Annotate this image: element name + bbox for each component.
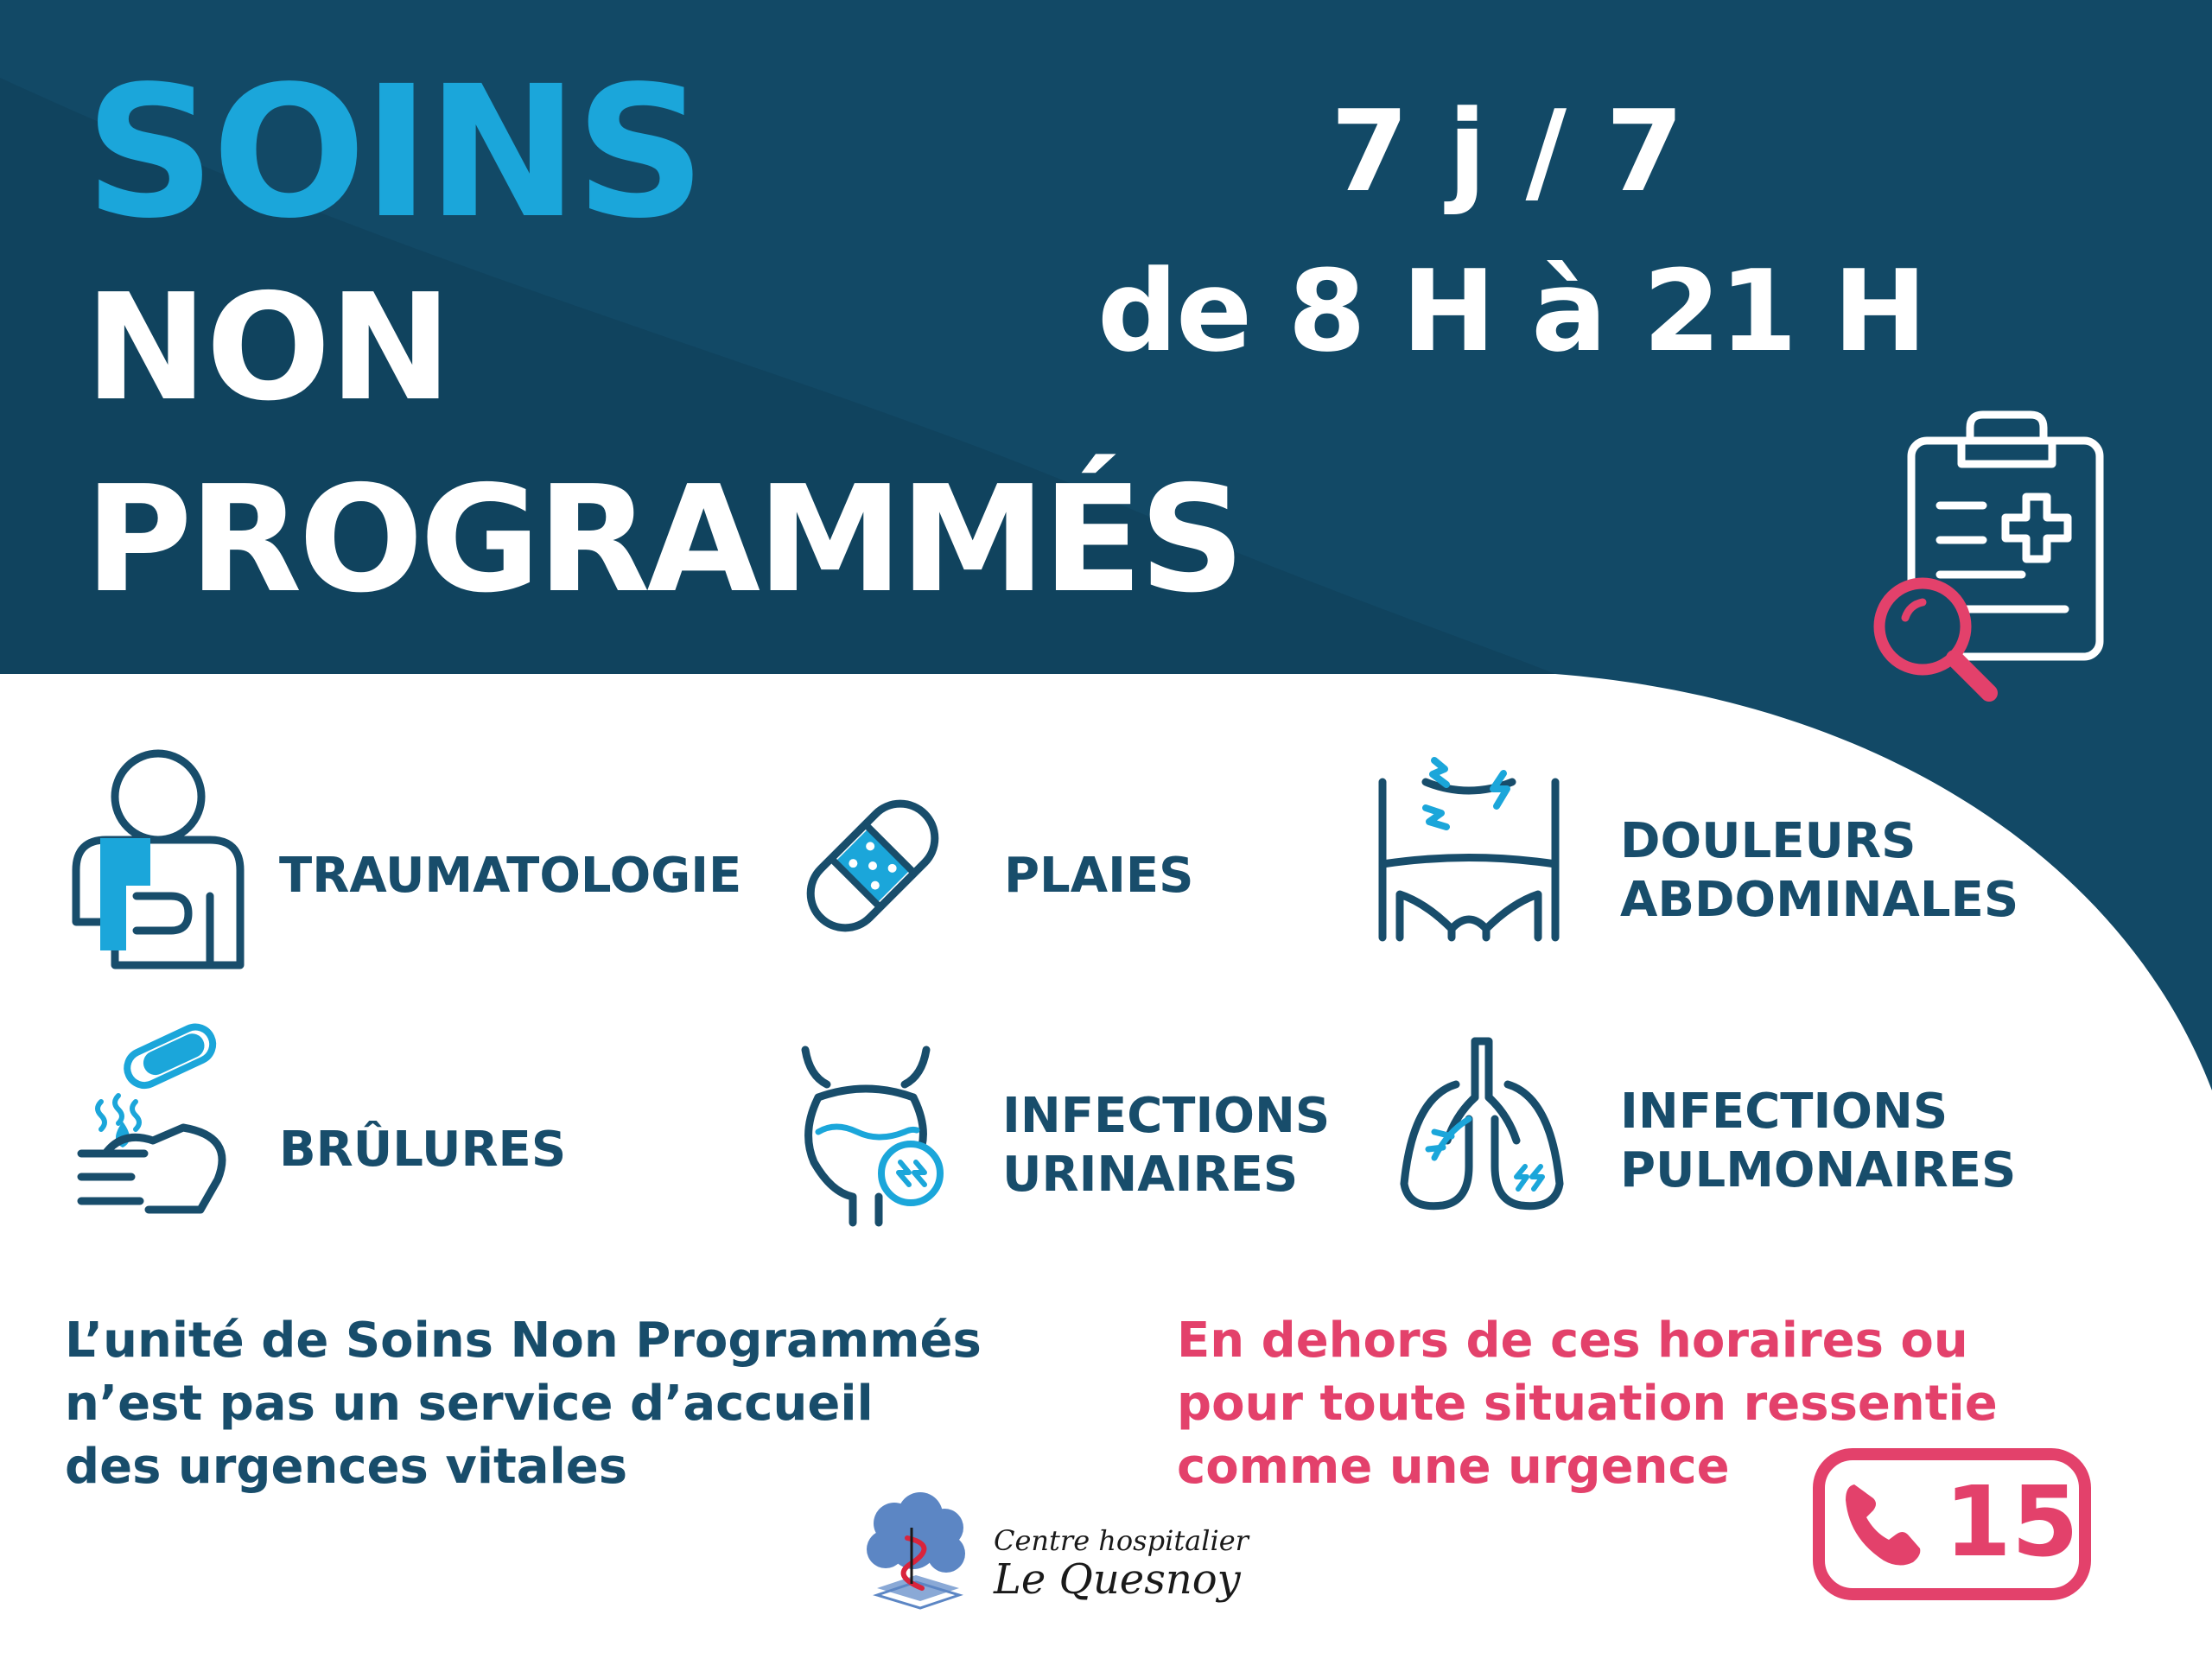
emergency-line: En dehors de ces horaires ou — [1177, 1313, 1968, 1369]
notice-line: des urgences vitales — [65, 1439, 628, 1495]
service-label-douleurs-line1: DOULEURS — [1620, 813, 1916, 869]
service-label-douleurs-line2: ABDOMINALES — [1620, 872, 2019, 928]
bandage-icon — [795, 788, 950, 944]
service-label-urinaires — [1002, 1087, 1330, 1205]
phone-icon — [1839, 1476, 1934, 1571]
service-label-plaies: PLAIES — [1004, 848, 1194, 904]
service-label-traumatologie: TRAUMATOLOGIE — [279, 848, 742, 904]
service-label-pulmonaires-line2: PULMONAIRES — [1620, 1142, 2017, 1198]
service-label-pulmonaires-line1: INFECTIONS — [1620, 1084, 1948, 1140]
title-non: NON — [85, 263, 451, 434]
service-label-douleurs — [1620, 812, 2018, 930]
emergency-line: pour toute situation ressentie — [1177, 1376, 1998, 1432]
opening-days: 7 j / 7 — [1331, 86, 1684, 217]
service-label-pulmonaires — [1620, 1083, 2016, 1200]
notice-line: n’est pas un service d’accueil — [65, 1376, 874, 1432]
notice-text — [65, 1309, 1136, 1498]
emergency-number: 15 — [1944, 1466, 2079, 1579]
bladder-icon — [788, 1046, 961, 1227]
logo-line2: Le Quesnoy — [994, 1555, 1241, 1604]
clipboard-search-icon — [1840, 402, 2117, 721]
opening-hours: de 8 H à 21 H — [1097, 245, 1926, 377]
title-programmes: PROGRAMMÉS — [85, 454, 1242, 626]
logo-line1: Centre hospitalier — [994, 1524, 1249, 1557]
service-label-urinaires-line1: INFECTIONS — [1002, 1088, 1331, 1144]
emergency-line: comme une urgence — [1177, 1439, 1730, 1495]
burn-hand-icon — [71, 1020, 235, 1218]
injured-person-icon — [67, 745, 249, 969]
abdominal-pain-icon — [1374, 756, 1564, 938]
service-label-urinaires-line2: URINAIRES — [1002, 1147, 1299, 1203]
title-soins: SOINS — [85, 47, 702, 258]
hospital-logo-icon — [860, 1493, 972, 1614]
lungs-icon — [1395, 1037, 1568, 1218]
notice-line: L’unité de Soins Non Programmés — [65, 1313, 982, 1369]
service-label-brulures: BRÛLURES — [279, 1122, 567, 1178]
